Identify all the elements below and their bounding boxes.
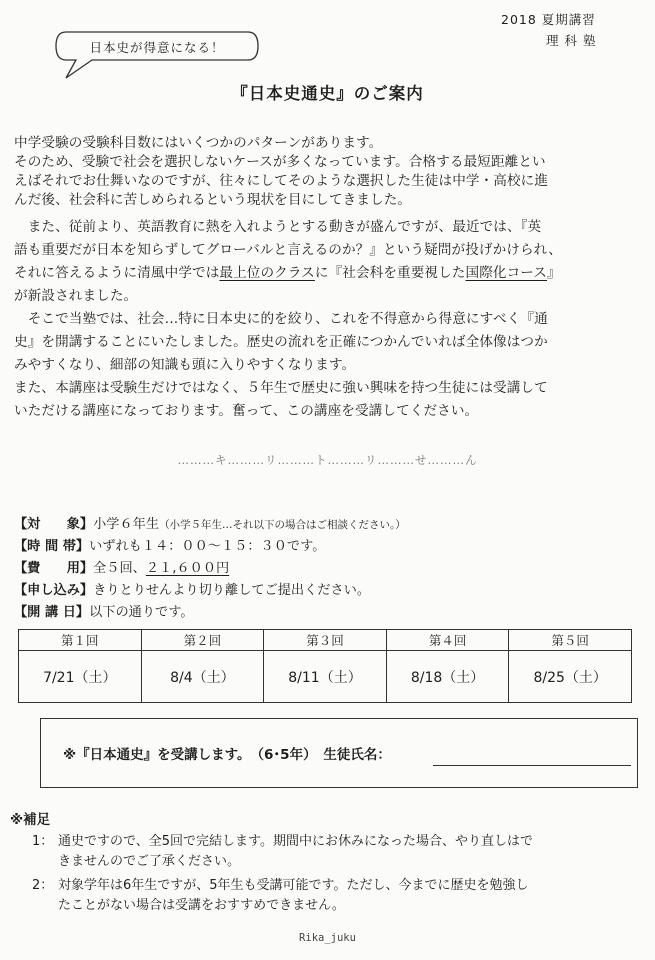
- bubble-text: 日本史が得意になる！: [89, 40, 225, 55]
- schedule-date-2: 8/4（土）: [141, 651, 264, 703]
- info-dates-value: 以下の通りです。: [89, 605, 194, 620]
- info-target: [14, 514, 406, 536]
- info-fee-amount: ２１,６００円: [145, 561, 230, 576]
- note-2-number: 2：: [32, 878, 54, 893]
- body-line-12: また、本講座は受験生だけではなく、５年生で歴史に強い興味を持つ生徒には受講して: [14, 380, 548, 396]
- info-time-label: 【時 間 帯】: [14, 539, 90, 554]
- page-title: 『日本史通史』のご案内: [231, 84, 424, 103]
- highlight-top-class: 最上位のクラス: [219, 265, 315, 281]
- body-line-6: 語も重要だが日本を知らずしてグローバルと言えるのか？』という疑問が投げかけられ、: [14, 242, 562, 258]
- body-line-7-part-c: に『社会科を重要視した: [314, 265, 466, 281]
- body-line-8: が新設されました。: [14, 288, 138, 304]
- schedule-session-5: 第５回: [509, 630, 632, 651]
- schedule-date-4: 8/18（土）: [386, 651, 509, 703]
- info-time-value: いずれも１４：００～１５：３０です。: [89, 539, 326, 554]
- note-1-line-1: 通史ですので、全5回で完結します。期間中にお休みになった場合、やり直しはで: [58, 834, 533, 849]
- schedule-date-1: 7/21（土）: [19, 651, 142, 703]
- info-time: [14, 536, 325, 558]
- info-target-value: 小学６年生: [93, 517, 160, 532]
- info-fee-prefix: 全５回、: [93, 561, 146, 576]
- schedule-date-5: 8/25（土）: [509, 651, 632, 703]
- info-apply-label: 【申し込み】: [14, 583, 94, 598]
- body-line-10: 史』を開講することにいたしました。歴史の流れを正確につかんでいれば全体像はつか: [14, 334, 548, 350]
- student-name-field[interactable]: [433, 765, 631, 766]
- note-1-line-2: きませんのでご了承ください。: [58, 854, 241, 869]
- schedule-date-3: 8/11（土）: [264, 651, 387, 703]
- info-fee: [14, 558, 229, 580]
- schedule-session-2: 第２回: [141, 630, 264, 651]
- body-line-4: んだ後、社会科に苦しめられるという現状を目にしてきました。: [14, 192, 412, 208]
- application-text: ※『日本通史』を受講します。 （6･5年） 生徒氏名：: [63, 747, 391, 763]
- footer-credit: Rika_juku: [299, 932, 356, 944]
- note-1-number: 1：: [32, 834, 54, 849]
- schedule-session-3: 第３回: [264, 630, 387, 651]
- body-line-3: えばそれでお仕舞いなのですが、往々にしてそのような選択した生徒は中学・高校に進: [14, 173, 549, 189]
- schedule-session-4: 第４回: [386, 630, 509, 651]
- info-target-label: 【対 象】: [14, 517, 94, 532]
- body-line-7-part-e: 』: [546, 265, 561, 281]
- header-school-name: 理 科 塾: [546, 33, 597, 48]
- cut-line: ………キ………リ………ト………リ………せ………ん: [177, 453, 478, 467]
- info-apply: [14, 580, 370, 602]
- body-line-13: いただける講座になっております。奮って、この講座を受講してください。: [14, 403, 479, 419]
- info-apply-value: きりとりせんより切り離してご提出ください。: [93, 583, 371, 598]
- info-fee-label: 【費 用】: [14, 561, 94, 576]
- note-2-line-1: 対象学年は6年生ですが、5年生も受講可能です。ただし、今までに歴史を勉強し: [58, 878, 529, 893]
- body-line-5: また、従前より、英語教育に熱を入れようとする動きが盛んですが、最近では、『英: [14, 219, 542, 235]
- body-line-11: みやすくなり、細部の知識も頭に入りやすくなります。: [14, 357, 356, 373]
- schedule-table: [18, 629, 632, 703]
- info-target-note: （小学５年生…それ以下の場合はご相談ください。）: [159, 519, 406, 531]
- speech-bubble: [52, 30, 272, 82]
- schedule-session-1: 第１回: [19, 630, 142, 651]
- note-2-line-2: たことがない場合は受講をおすすめできません。: [58, 898, 345, 913]
- notes-title: ※補足: [10, 812, 51, 828]
- application-form: [40, 718, 638, 788]
- schedule-header-row: [19, 630, 632, 651]
- info-dates: [14, 602, 194, 624]
- info-dates-label: 【開 講 日】: [14, 605, 90, 620]
- body-line-7-part-a: それに答えるように清風中学では: [14, 265, 220, 281]
- schedule-date-row: [19, 651, 632, 703]
- highlight-international-course: 国際化コース: [465, 265, 547, 281]
- body-line-7: [14, 264, 561, 283]
- body-line-1: 中学受験の受験科目数にはいくつかのパターンがあります。: [14, 135, 383, 151]
- header-term: 2018 夏期講習: [501, 12, 596, 27]
- body-line-2: そのため、受験で社会を選択しないケースが多くなっています。合格する最短距離とい: [14, 154, 546, 170]
- body-line-9: そこで当塾では、社会…特に日本史に的を絞り、これを不得意から得意にすべく『通: [14, 311, 548, 327]
